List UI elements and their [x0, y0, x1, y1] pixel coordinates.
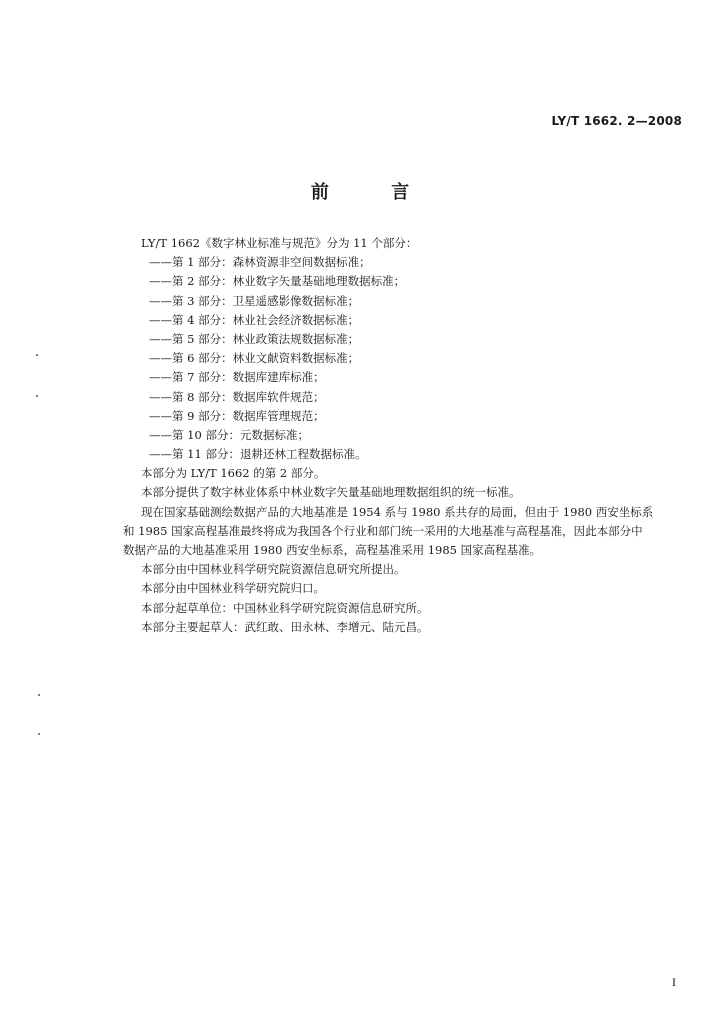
part-item-10: ——第 10 部分：元数据标准；: [149, 427, 309, 442]
scan-speck: [36, 354, 38, 356]
paragraph-drafters: 本部分主要起草人：武红敢、田永林、李增元、陆元昌。: [141, 619, 429, 634]
part-item-7: ——第 7 部分：数据库建库标准；: [149, 370, 325, 385]
paragraph-drafting-unit: 本部分起草单位：中国林业科学研究院资源信息研究所。: [141, 600, 429, 615]
paragraph-proposer: 本部分由中国林业科学研究院资源信息研究所提出。: [141, 562, 406, 577]
part-item-5: ——第 5 部分：林业政策法规数据标准；: [149, 331, 360, 346]
paragraph-datum-line-3: 数据产品的大地基准采用 1980 西安坐标系，高程基准采用 1985 国家高程基准。: [123, 543, 542, 557]
part-item-9: ——第 9 部分：数据库管理规范；: [149, 408, 325, 423]
part-item-4: ——第 4 部分：林业社会经济数据标准；: [149, 312, 360, 327]
paragraph-part-number: 本部分为 LY/T 1662 的第 2 部分。: [141, 466, 326, 481]
paragraph-centralized: 本部分由中国林业科学研究院归口。: [141, 581, 325, 596]
scan-speck: [38, 694, 40, 696]
paragraph-datum-line-1: 现在国家基础测绘数据产品的大地基准是 1954 系与 1980 系共存的局面，但由于 1980 西安坐标系: [141, 504, 654, 519]
paragraph-scope: 本部分提供了数字林业体系中林业数字矢量基础地理数据组织的统一标准。: [141, 485, 521, 500]
part-item-11: ——第 11 部分：退耕还林工程数据标准。: [149, 447, 367, 462]
page-number: I: [672, 975, 676, 989]
foreword-body: [123, 234, 681, 637]
scan-speck: [36, 395, 38, 397]
part-item-8: ——第 8 部分：数据库软件规范；: [149, 389, 325, 404]
part-item-2: ——第 2 部分：林业数字矢量基础地理数据标准；: [149, 274, 406, 289]
standard-code: LY/T 1662. 2—2008: [551, 114, 682, 128]
page-title: 前 言: [310, 182, 438, 203]
part-item-3: ——第 3 部分：卫星遥感影像数据标准；: [149, 293, 360, 308]
scan-speck: [38, 733, 40, 735]
part-item-6: ——第 6 部分：林业文献资料数据标准；: [149, 351, 360, 366]
intro-line: LY/T 1662《数字林业标准与规范》分为 11 个部分：: [141, 236, 418, 250]
paragraph-datum-line-2: 和 1985 国家高程基准最终将成为我国各个行业和部门统一采用的大地基准与高程基准，因此本部分中: [123, 523, 643, 538]
part-item-1: ——第 1 部分：森林资源非空间数据标准；: [149, 255, 371, 270]
